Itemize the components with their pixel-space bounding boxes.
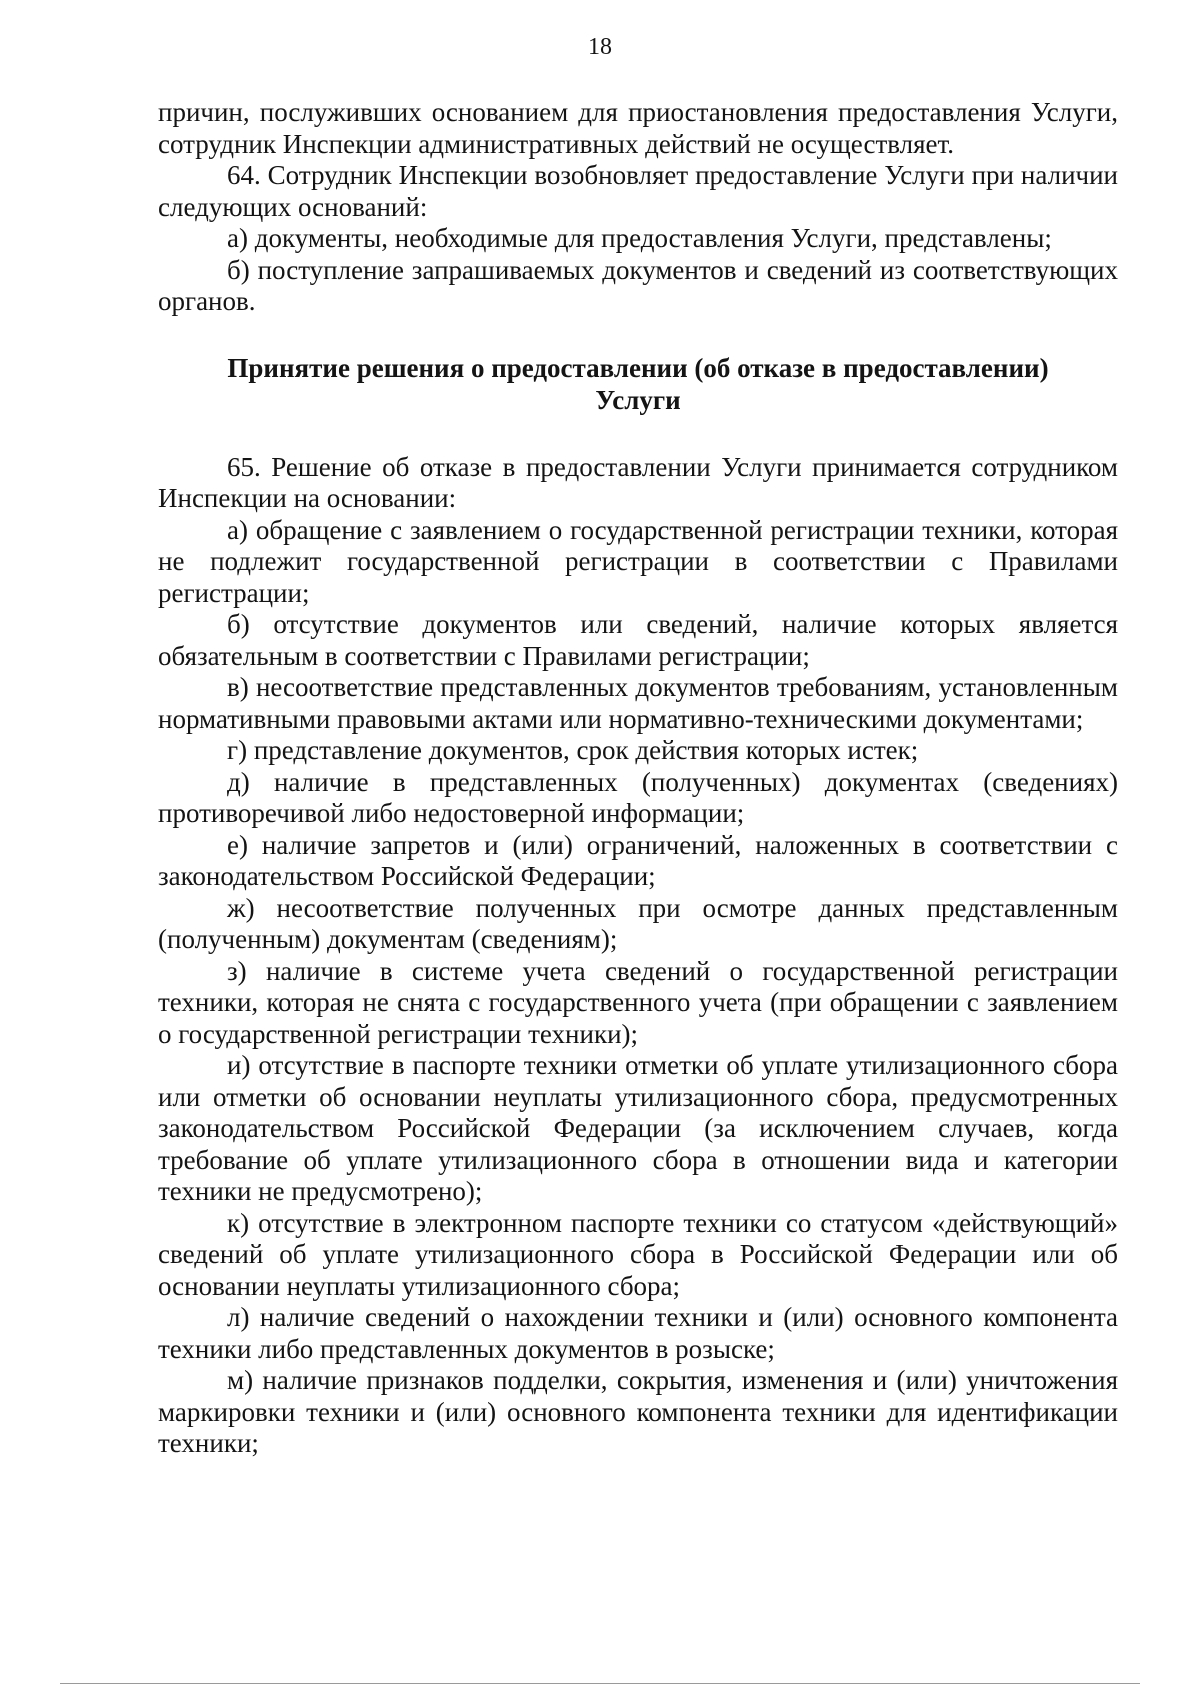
paragraph-65-item-g: г) представление документов, срок действия которых истек; [227,735,919,765]
section-heading [158,352,1118,416]
document-body [158,97,1118,1460]
paragraph-65-item-l: л) наличие сведений о нахождении техники и (или) основного компонента техники либо представленных документов в розыске; [158,1302,1118,1364]
paragraph-65-item-k: к) отсутствие в электронном паспорте техники со статусом «действующий» сведений об уплате утилизационного сбора в Российской Федерации или об основании неуплаты утилизационного сбора; [158,1207,1118,1301]
paragraph-64-item-b: б) поступление запрашиваемых документов и сведений из соответствующих органов. [158,254,1118,316]
paragraph-65-item-i: и) отсутствие в паспорте техники отметки об уплате утилизационного сбора или отметки об основании неуплаты утилизационного сбора, предусмотренных законодательством Российской Федерации (за исключением случаев, когда требование об уплате утилизационного сбора в отношении вида и категории техники не предусмотрено); [158,1050,1118,1206]
paragraph-64-item-a: а) документы, необходимые для предоставления Услуги, представлены; [227,223,1052,253]
bottom-scan-edge-line [60,1683,1140,1684]
section-heading-line-2: Услуги [595,384,681,415]
paragraph-65-item-e: е) наличие запретов и (или) ограничений, наложенных в соответствии с законодательством Российской Федерации; [158,829,1118,891]
page-number: 18 [588,34,612,60]
paragraph-64: 64. Сотрудник Инспекции возобновляет предоставление Услуги при наличии следующих оснований: [158,160,1118,222]
paragraph-65-item-a: а) обращение с заявлением о государственной регистрации техники, которая не подлежит государственной регистрации в соответствии с Правилами регистрации; [158,514,1118,608]
paragraph-65-item-z: з) наличие в системе учета сведений о государственной регистрации техники, которая не снята с государственного учета (при обращении с заявлением о государственной регистрации техники); [158,955,1118,1049]
section-heading-line-1: Принятие решения о предоставлении (об отказе в предоставлении) [227,352,1049,383]
paragraph-65-item-m: м) наличие признаков подделки, сокрытия, изменения и (или) уничтожения маркировки техники и (или) основного компонента техники для идентификации техники; [158,1365,1118,1458]
paragraph-65-item-v: в) несоответствие представленных документов требованиям, установленным нормативными правовыми актами или нормативно-техническими документами; [158,672,1118,734]
paragraph-continuation: причин, послуживших основанием для приостановления предоставления Услуги, сотрудник Инспекции административных действий не осуществляет. [158,97,1118,159]
paragraph-65-item-b: б) отсутствие документов или сведений, наличие которых является обязательным в соответствии с Правилами регистрации; [158,609,1118,671]
paragraph-65: 65. Решение об отказе в предоставлении Услуги принимается сотрудником Инспекции на основании: [158,451,1118,513]
paragraph-65-item-d: д) наличие в представленных (полученных) документах (сведениях) противоречивой либо недостоверной информации; [158,766,1118,828]
paragraph-65-item-zh: ж) несоответствие полученных при осмотре данных представленным (полученным) документам (сведениям); [158,892,1118,954]
